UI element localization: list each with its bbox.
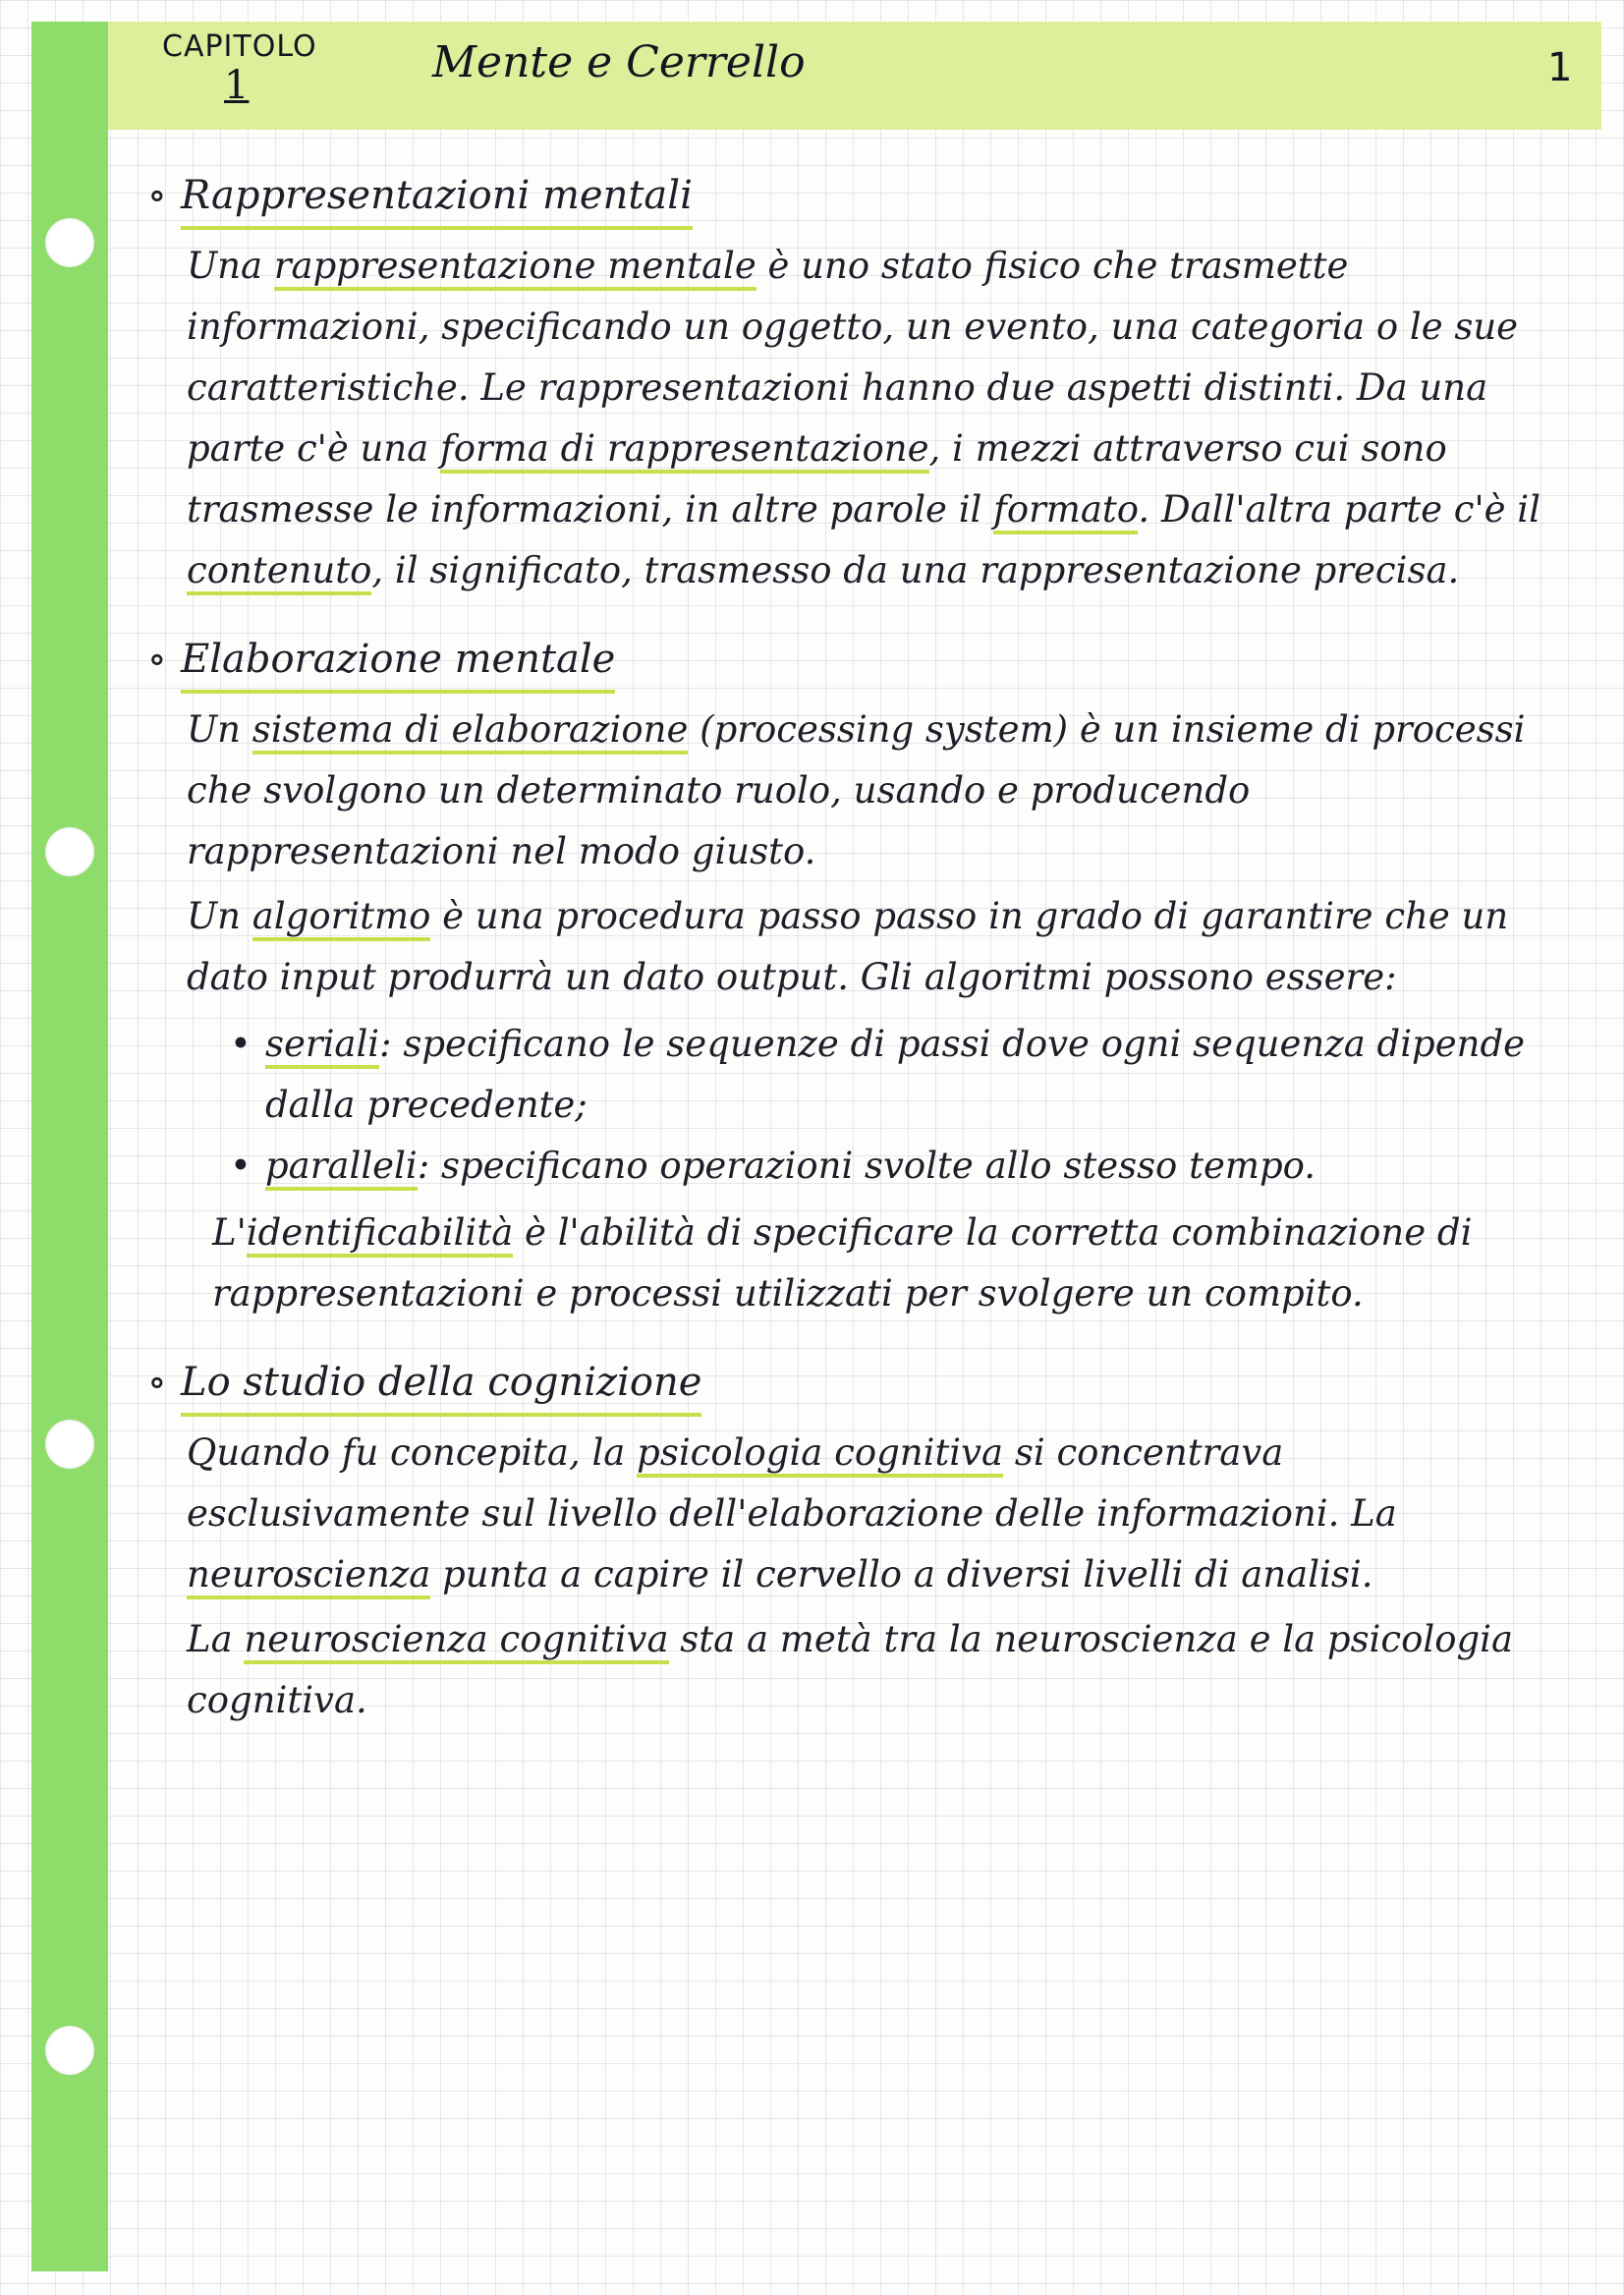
- text-run: Una: [187, 245, 274, 287]
- chapter-title: Mente e Cerrello: [432, 37, 806, 87]
- section-title: Elaborazione mentale: [181, 631, 615, 694]
- highlighted-term: formato: [993, 488, 1138, 534]
- highlighted-term: neuroscienza cognitiva: [244, 1618, 668, 1664]
- text-run: Quando fu concepita, la: [187, 1431, 638, 1474]
- notes-section: [147, 1354, 1572, 1731]
- paragraph: [187, 1203, 1572, 1324]
- text-run: L': [212, 1211, 247, 1254]
- section-bullet-icon: ∘: [147, 173, 167, 218]
- binder-hole-icon: [45, 1420, 94, 1469]
- paragraph: [187, 700, 1572, 882]
- text-run: è l'abilità di specificare la corretta combinazione di rappresentazioni e processi utilizzati per svolgere un compito.: [212, 1211, 1473, 1315]
- text-run: La: [187, 1618, 245, 1660]
- list-item: [226, 1014, 1572, 1136]
- text-run: sta a metà tra la neuroscienza e la psicologia cognitiva.: [187, 1618, 1514, 1721]
- section-body: [187, 700, 1572, 1324]
- section-header: [147, 167, 1572, 230]
- text-run: si concentrava esclusivamente sul livello dell'elaborazione delle informazioni. La: [187, 1431, 1397, 1535]
- binder-hole-icon: [45, 827, 94, 876]
- section-bullet-icon: ∘: [147, 1360, 167, 1405]
- bullet-list: [226, 1014, 1572, 1197]
- text-run: , il significato, trasmesso da una rappresentazione precisa.: [371, 549, 1460, 591]
- highlighted-term: contenuto: [187, 549, 371, 595]
- highlighted-term: seriali: [265, 1023, 379, 1069]
- notes-content: [147, 167, 1572, 1761]
- highlighted-term: neuroscienza: [187, 1553, 430, 1599]
- text-run: : specificano le sequenze di passi dove ogni sequenza dipende dalla precedente;: [265, 1023, 1526, 1126]
- section-title: Rappresentazioni mentali: [181, 167, 693, 230]
- binder-hole-icon: [45, 2026, 94, 2075]
- paragraph: [187, 1423, 1572, 1605]
- highlighted-term: forma di rappresentazione: [440, 427, 929, 474]
- notes-section: [147, 631, 1572, 1324]
- text-run: : specificano operazioni svolte allo stesso tempo.: [417, 1145, 1316, 1187]
- highlighted-term: sistema di elaborazione: [252, 708, 689, 755]
- notes-section: [147, 167, 1572, 601]
- chapter-label: CAPITOLO: [162, 29, 317, 64]
- highlighted-term: identificabilità: [247, 1211, 514, 1258]
- paragraph: [187, 1609, 1572, 1731]
- paragraph: [187, 236, 1572, 601]
- text-run: punta a capire il cervello a diversi livelli di analisi.: [430, 1553, 1373, 1595]
- paragraph: [187, 886, 1572, 1008]
- text-run: Un: [187, 708, 252, 751]
- text-run: è una procedura passo passo in grado di garantire che un dato input produrrà un dato output. Gli algoritmi possono essere:: [187, 895, 1509, 998]
- section-title: Lo studio della cognizione: [181, 1354, 701, 1417]
- highlighted-term: paralleli: [265, 1145, 418, 1191]
- text-run: Un: [187, 895, 252, 937]
- text-run: (processing system) è un insieme di processi che svolgono un determinato ruolo, usando e producendo rappresentazioni nel modo giusto.: [187, 708, 1526, 872]
- text-run: . Dall'altra parte c'è il: [1138, 488, 1540, 531]
- section-body: [187, 1423, 1572, 1731]
- highlighted-term: psicologia cognitiva: [637, 1431, 1003, 1478]
- binder-hole-icon: [45, 218, 94, 267]
- section-header: [147, 1354, 1572, 1417]
- section-bullet-icon: ∘: [147, 637, 167, 682]
- highlighted-term: algoritmo: [252, 895, 431, 941]
- section-body: [187, 236, 1572, 601]
- section-header: [147, 631, 1572, 694]
- text-run: è uno stato fisico che trasmette informazioni, specificando un oggetto, un evento, una categoria o le sue caratteristiche. Le rappresentazioni hanno due aspetti distinti. Da una parte c'è una: [187, 245, 1519, 470]
- chapter-number: 1: [224, 63, 250, 108]
- text-run: , i mezzi attraverso cui sono trasmesse le informazioni, in altre parole il: [187, 427, 1447, 531]
- page-number: 1: [1547, 45, 1573, 90]
- list-item: [226, 1136, 1572, 1197]
- green-margin-bar: [31, 22, 108, 2271]
- header-highlight-band: [108, 22, 1601, 130]
- highlighted-term: rappresentazione mentale: [274, 245, 756, 291]
